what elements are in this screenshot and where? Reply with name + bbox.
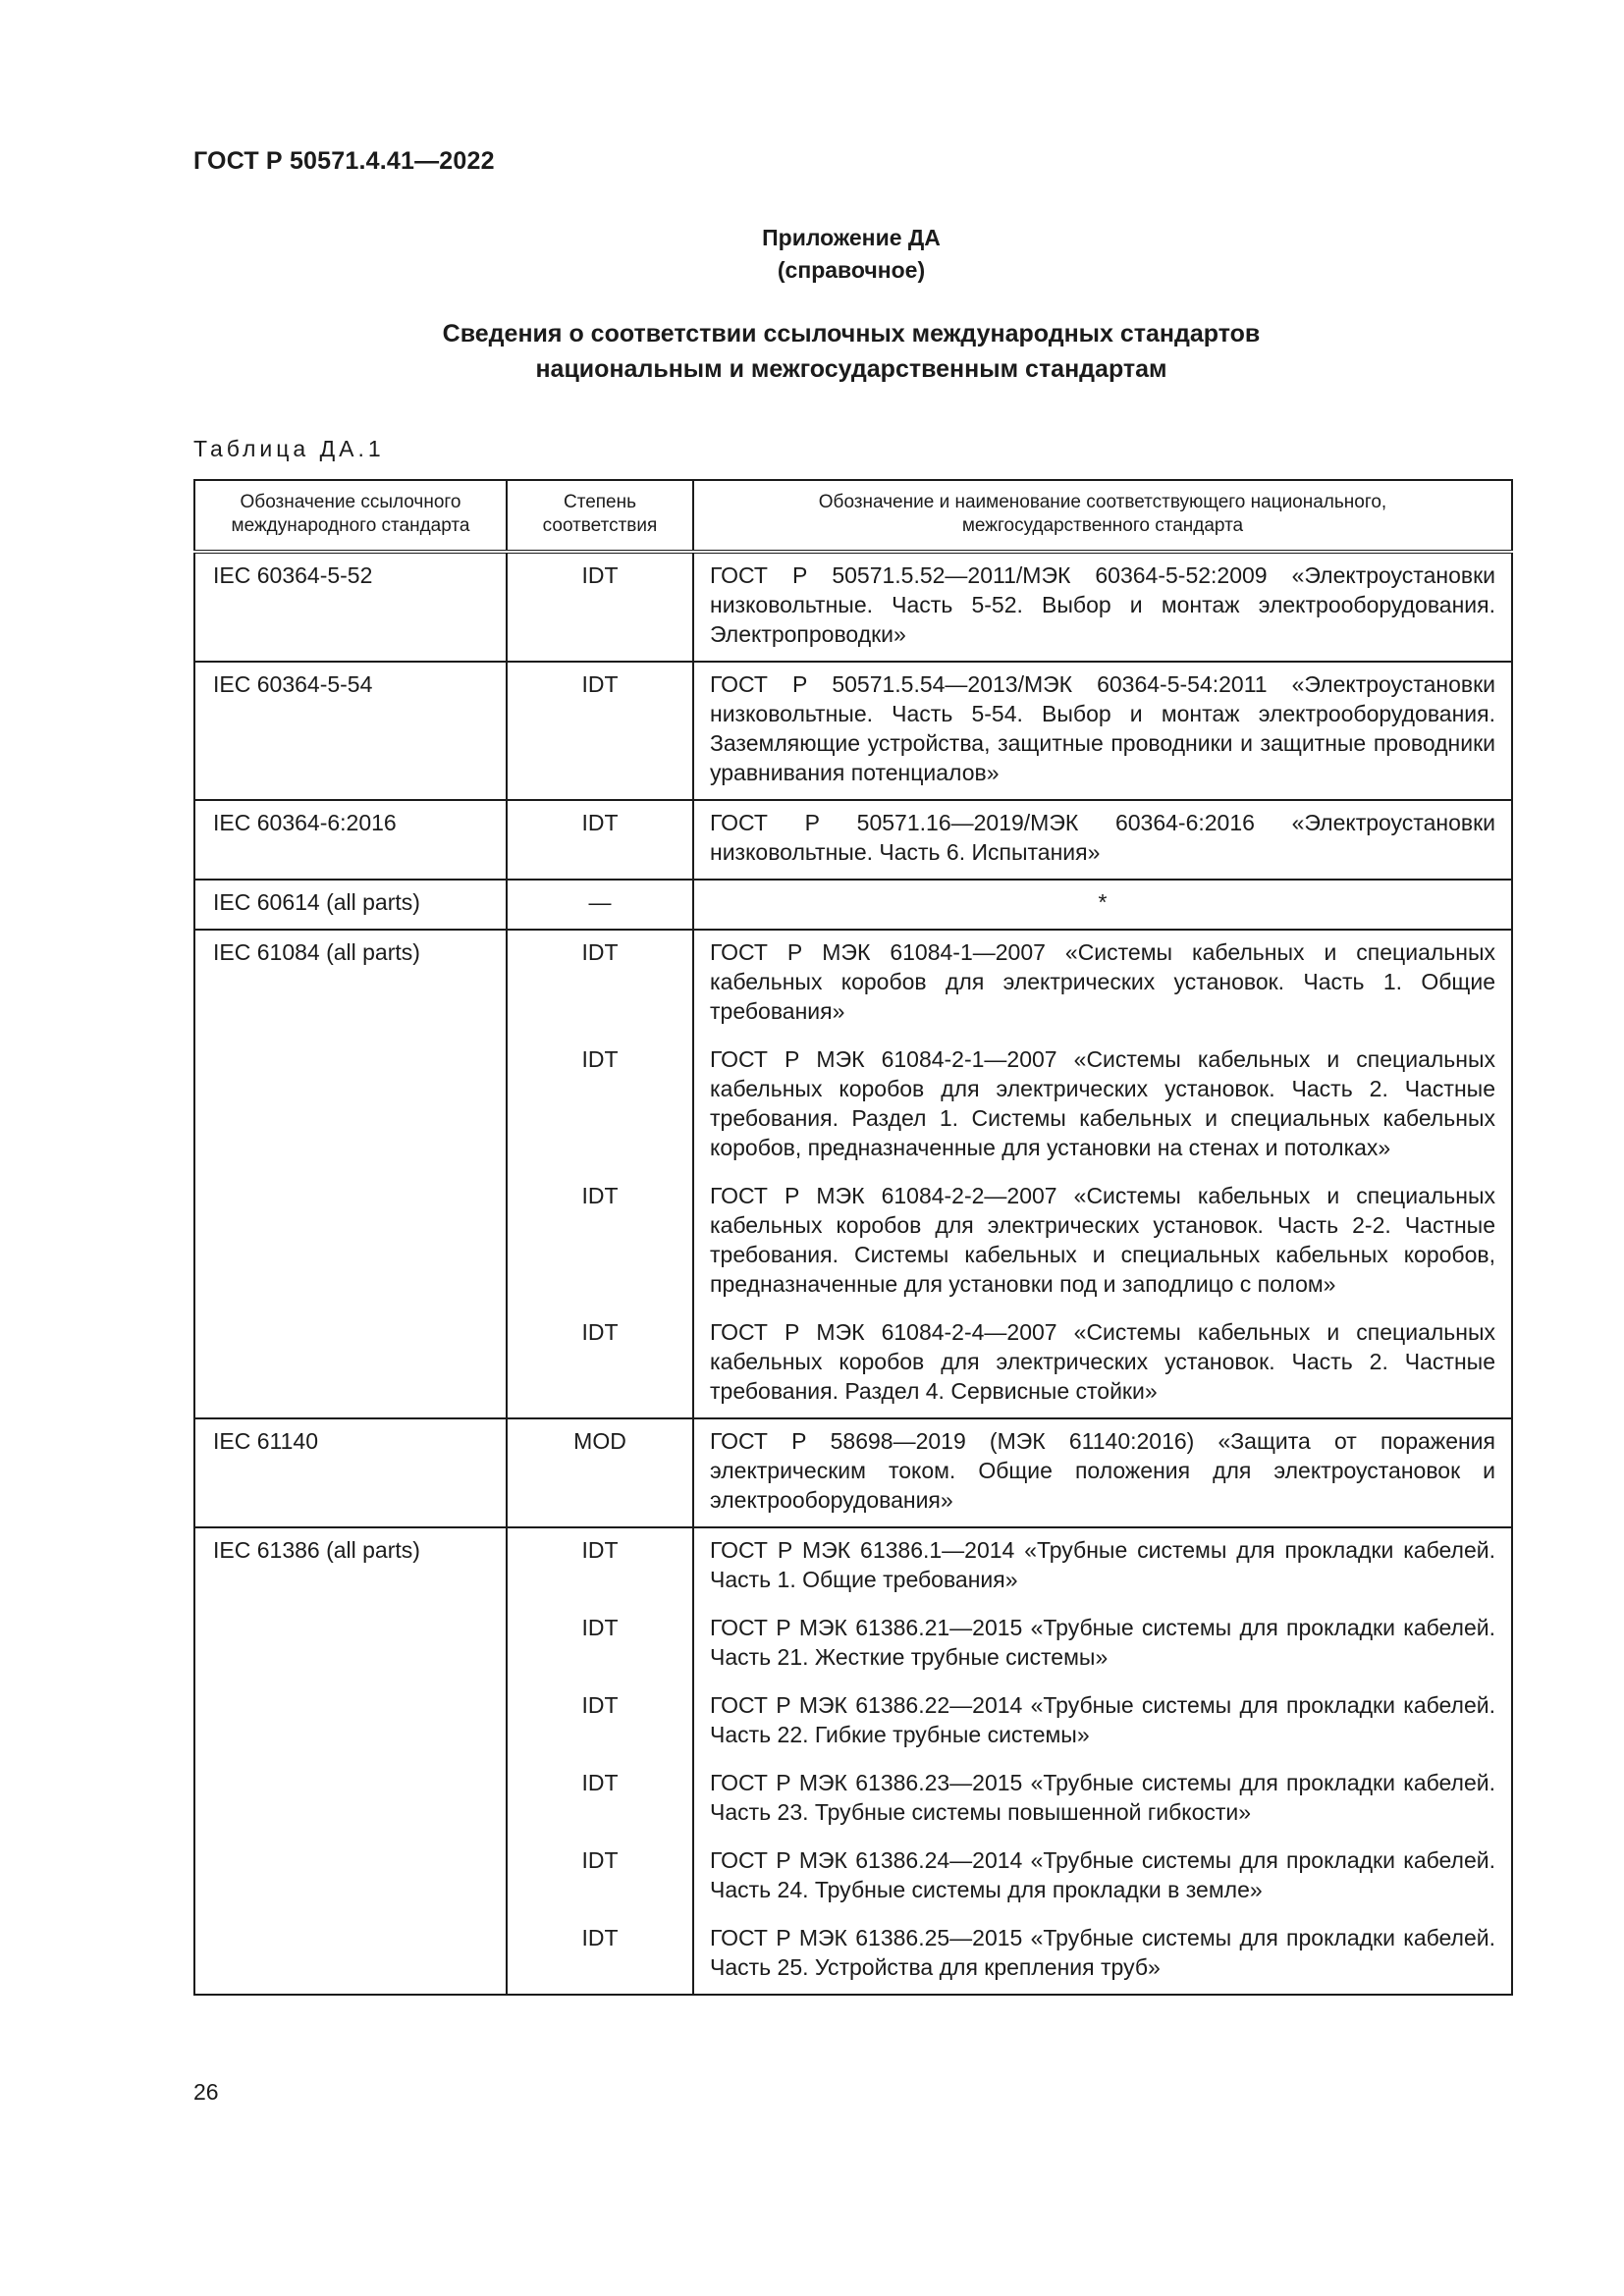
reference-standard-cell: IEC 60364-6:2016 bbox=[194, 800, 507, 880]
table-row bbox=[194, 800, 1512, 880]
national-standard-cell: ГОСТ Р 50571.5.54—2013/МЭК 60364-5-54:2011 «Электроустановки низковольтные. Часть 5-54. Выбор и монтаж электрооборудования. Заземляющие устройства, защитные проводники и защитные проводники уравнивания потенциалов» bbox=[693, 662, 1512, 800]
reference-standard-cell bbox=[194, 1761, 507, 1839]
reference-standard-cell bbox=[194, 1916, 507, 1995]
header-c2-line1: Степень bbox=[563, 492, 637, 512]
table-row bbox=[194, 1683, 1512, 1761]
reference-standard-cell: IEC 61140 bbox=[194, 1418, 507, 1527]
national-standard-cell: ГОСТ Р МЭК 61386.21—2015 «Трубные системы для прокладки кабелей. Часть 21. Жесткие трубные системы» bbox=[693, 1606, 1512, 1683]
degree-cell: IDT bbox=[507, 1174, 693, 1310]
reference-standard-cell: IEC 60614 (all parts) bbox=[194, 880, 507, 930]
header-c3-line2: межгосударственного стандарта bbox=[961, 515, 1244, 536]
correspondence-table bbox=[193, 479, 1513, 1996]
header-reference-standard bbox=[194, 480, 507, 552]
table-row bbox=[194, 1038, 1512, 1174]
appendix-heading bbox=[0, 222, 1624, 287]
table-caption: Таблица ДА.1 bbox=[193, 436, 385, 461]
header-national-standard bbox=[693, 480, 1512, 552]
reference-standard-cell: IEC 61084 (all parts) bbox=[194, 930, 507, 1038]
header-c1-line2: международного стандарта bbox=[231, 515, 470, 536]
header-c1-line1: Обозначение ссылочного bbox=[240, 492, 461, 512]
appendix-type: (справочное) bbox=[777, 257, 926, 283]
table-row bbox=[194, 1839, 1512, 1916]
degree-cell: IDT bbox=[507, 1916, 693, 1995]
table-row bbox=[194, 552, 1512, 662]
table-row bbox=[194, 662, 1512, 800]
national-standard-cell: ГОСТ Р МЭК 61386.1—2014 «Трубные системы для прокладки кабелей. Часть 1. Общие требования» bbox=[693, 1527, 1512, 1606]
national-standard-cell: ГОСТ Р МЭК 61386.24—2014 «Трубные системы для прокладки кабелей. Часть 24. Трубные системы для прокладки в земле» bbox=[693, 1839, 1512, 1916]
reference-standard-cell bbox=[194, 1683, 507, 1761]
degree-cell: — bbox=[507, 880, 693, 930]
degree-cell: IDT bbox=[507, 1310, 693, 1418]
degree-cell: MOD bbox=[507, 1418, 693, 1527]
national-standard-cell: * bbox=[693, 880, 1512, 930]
table-row bbox=[194, 1310, 1512, 1418]
national-standard-cell: ГОСТ Р МЭК 61386.22—2014 «Трубные системы для прокладки кабелей. Часть 22. Гибкие трубные системы» bbox=[693, 1683, 1512, 1761]
table-row bbox=[194, 930, 1512, 1038]
reference-standard-cell bbox=[194, 1606, 507, 1683]
degree-cell: IDT bbox=[507, 1038, 693, 1174]
national-standard-cell: ГОСТ Р МЭК 61386.23—2015 «Трубные системы для прокладки кабелей. Часть 23. Трубные системы повышенной гибкости» bbox=[693, 1761, 1512, 1839]
table-row bbox=[194, 1606, 1512, 1683]
degree-cell: IDT bbox=[507, 552, 693, 662]
table-row bbox=[194, 1527, 1512, 1606]
national-standard-cell: ГОСТ Р 50571.16—2019/МЭК 60364-6:2016 «Электроустановки низковольтные. Часть 6. Испытания» bbox=[693, 800, 1512, 880]
reference-standard-cell bbox=[194, 1174, 507, 1310]
degree-cell: IDT bbox=[507, 1527, 693, 1606]
header-c2-line2: соответствия bbox=[542, 515, 658, 536]
national-standard-cell: ГОСТ Р МЭК 61084-2-1—2007 «Системы кабельных и специальных кабельных коробов для электрических установок. Часть 2. Частные требования. Раздел 1. Системы кабельных и специальных кабельных коробов, предназначенные для установки на стенах и потолках» bbox=[693, 1038, 1512, 1174]
table-row bbox=[194, 1418, 1512, 1527]
reference-standard-cell bbox=[194, 1038, 507, 1174]
degree-cell: IDT bbox=[507, 800, 693, 880]
degree-cell: IDT bbox=[507, 1683, 693, 1761]
table-row bbox=[194, 880, 1512, 930]
national-standard-cell: ГОСТ Р 50571.5.52—2011/МЭК 60364-5-52:2009 «Электроустановки низковольтные. Часть 5-52. Выбор и монтаж электрооборудования. Электропроводки» bbox=[693, 552, 1512, 662]
national-standard-cell: ГОСТ Р МЭК 61386.25—2015 «Трубные системы для прокладки кабелей. Часть 25. Устройства для крепления труб» bbox=[693, 1916, 1512, 1995]
table-row bbox=[194, 1761, 1512, 1839]
reference-standard-cell bbox=[194, 1310, 507, 1418]
degree-cell: IDT bbox=[507, 1839, 693, 1916]
reference-standard-cell: IEC 61386 (all parts) bbox=[194, 1527, 507, 1606]
appendix-title: Приложение ДА bbox=[762, 225, 941, 250]
reference-standard-cell bbox=[194, 1839, 507, 1916]
section-title-line1: Сведения о соответствии ссылочных международных стандартов bbox=[442, 320, 1261, 347]
national-standard-cell: ГОСТ Р МЭК 61084-2-2—2007 «Системы кабельных и специальных кабельных коробов для электрических установок. Часть 2-2. Частные требования. Системы кабельных и специальных кабельных коробов, предназначенные для установки под и заподлицо с полом» bbox=[693, 1174, 1512, 1310]
degree-cell: IDT bbox=[507, 662, 693, 800]
page-number: 26 bbox=[193, 2079, 219, 2105]
document-code: ГОСТ Р 50571.4.41—2022 bbox=[193, 147, 495, 175]
national-standard-cell: ГОСТ Р 58698—2019 (МЭК 61140:2016) «Защита от поражения электрическим током. Общие положения для электроустановок и электрооборудования» bbox=[693, 1418, 1512, 1527]
header-degree bbox=[507, 480, 693, 552]
national-standard-cell: ГОСТ Р МЭК 61084-2-4—2007 «Системы кабельных и специальных кабельных коробов для электрических установок. Часть 2. Частные требования. Раздел 4. Сервисные стойки» bbox=[693, 1310, 1512, 1418]
national-standard-cell: ГОСТ Р МЭК 61084-1—2007 «Системы кабельных и специальных кабельных коробов для электрических установок. Часть 1. Общие требования» bbox=[693, 930, 1512, 1038]
table-header-row bbox=[194, 480, 1512, 552]
table-row bbox=[194, 1174, 1512, 1310]
degree-cell: IDT bbox=[507, 930, 693, 1038]
header-c3-line1: Обозначение и наименование соответствующего национального, bbox=[818, 492, 1387, 512]
reference-standard-cell: IEC 60364-5-52 bbox=[194, 552, 507, 662]
section-title-line2: национальным и межгосударственным стандартам bbox=[535, 355, 1167, 383]
reference-standard-cell: IEC 60364-5-54 bbox=[194, 662, 507, 800]
section-title bbox=[0, 316, 1624, 387]
degree-cell: IDT bbox=[507, 1606, 693, 1683]
table-row bbox=[194, 1916, 1512, 1995]
degree-cell: IDT bbox=[507, 1761, 693, 1839]
